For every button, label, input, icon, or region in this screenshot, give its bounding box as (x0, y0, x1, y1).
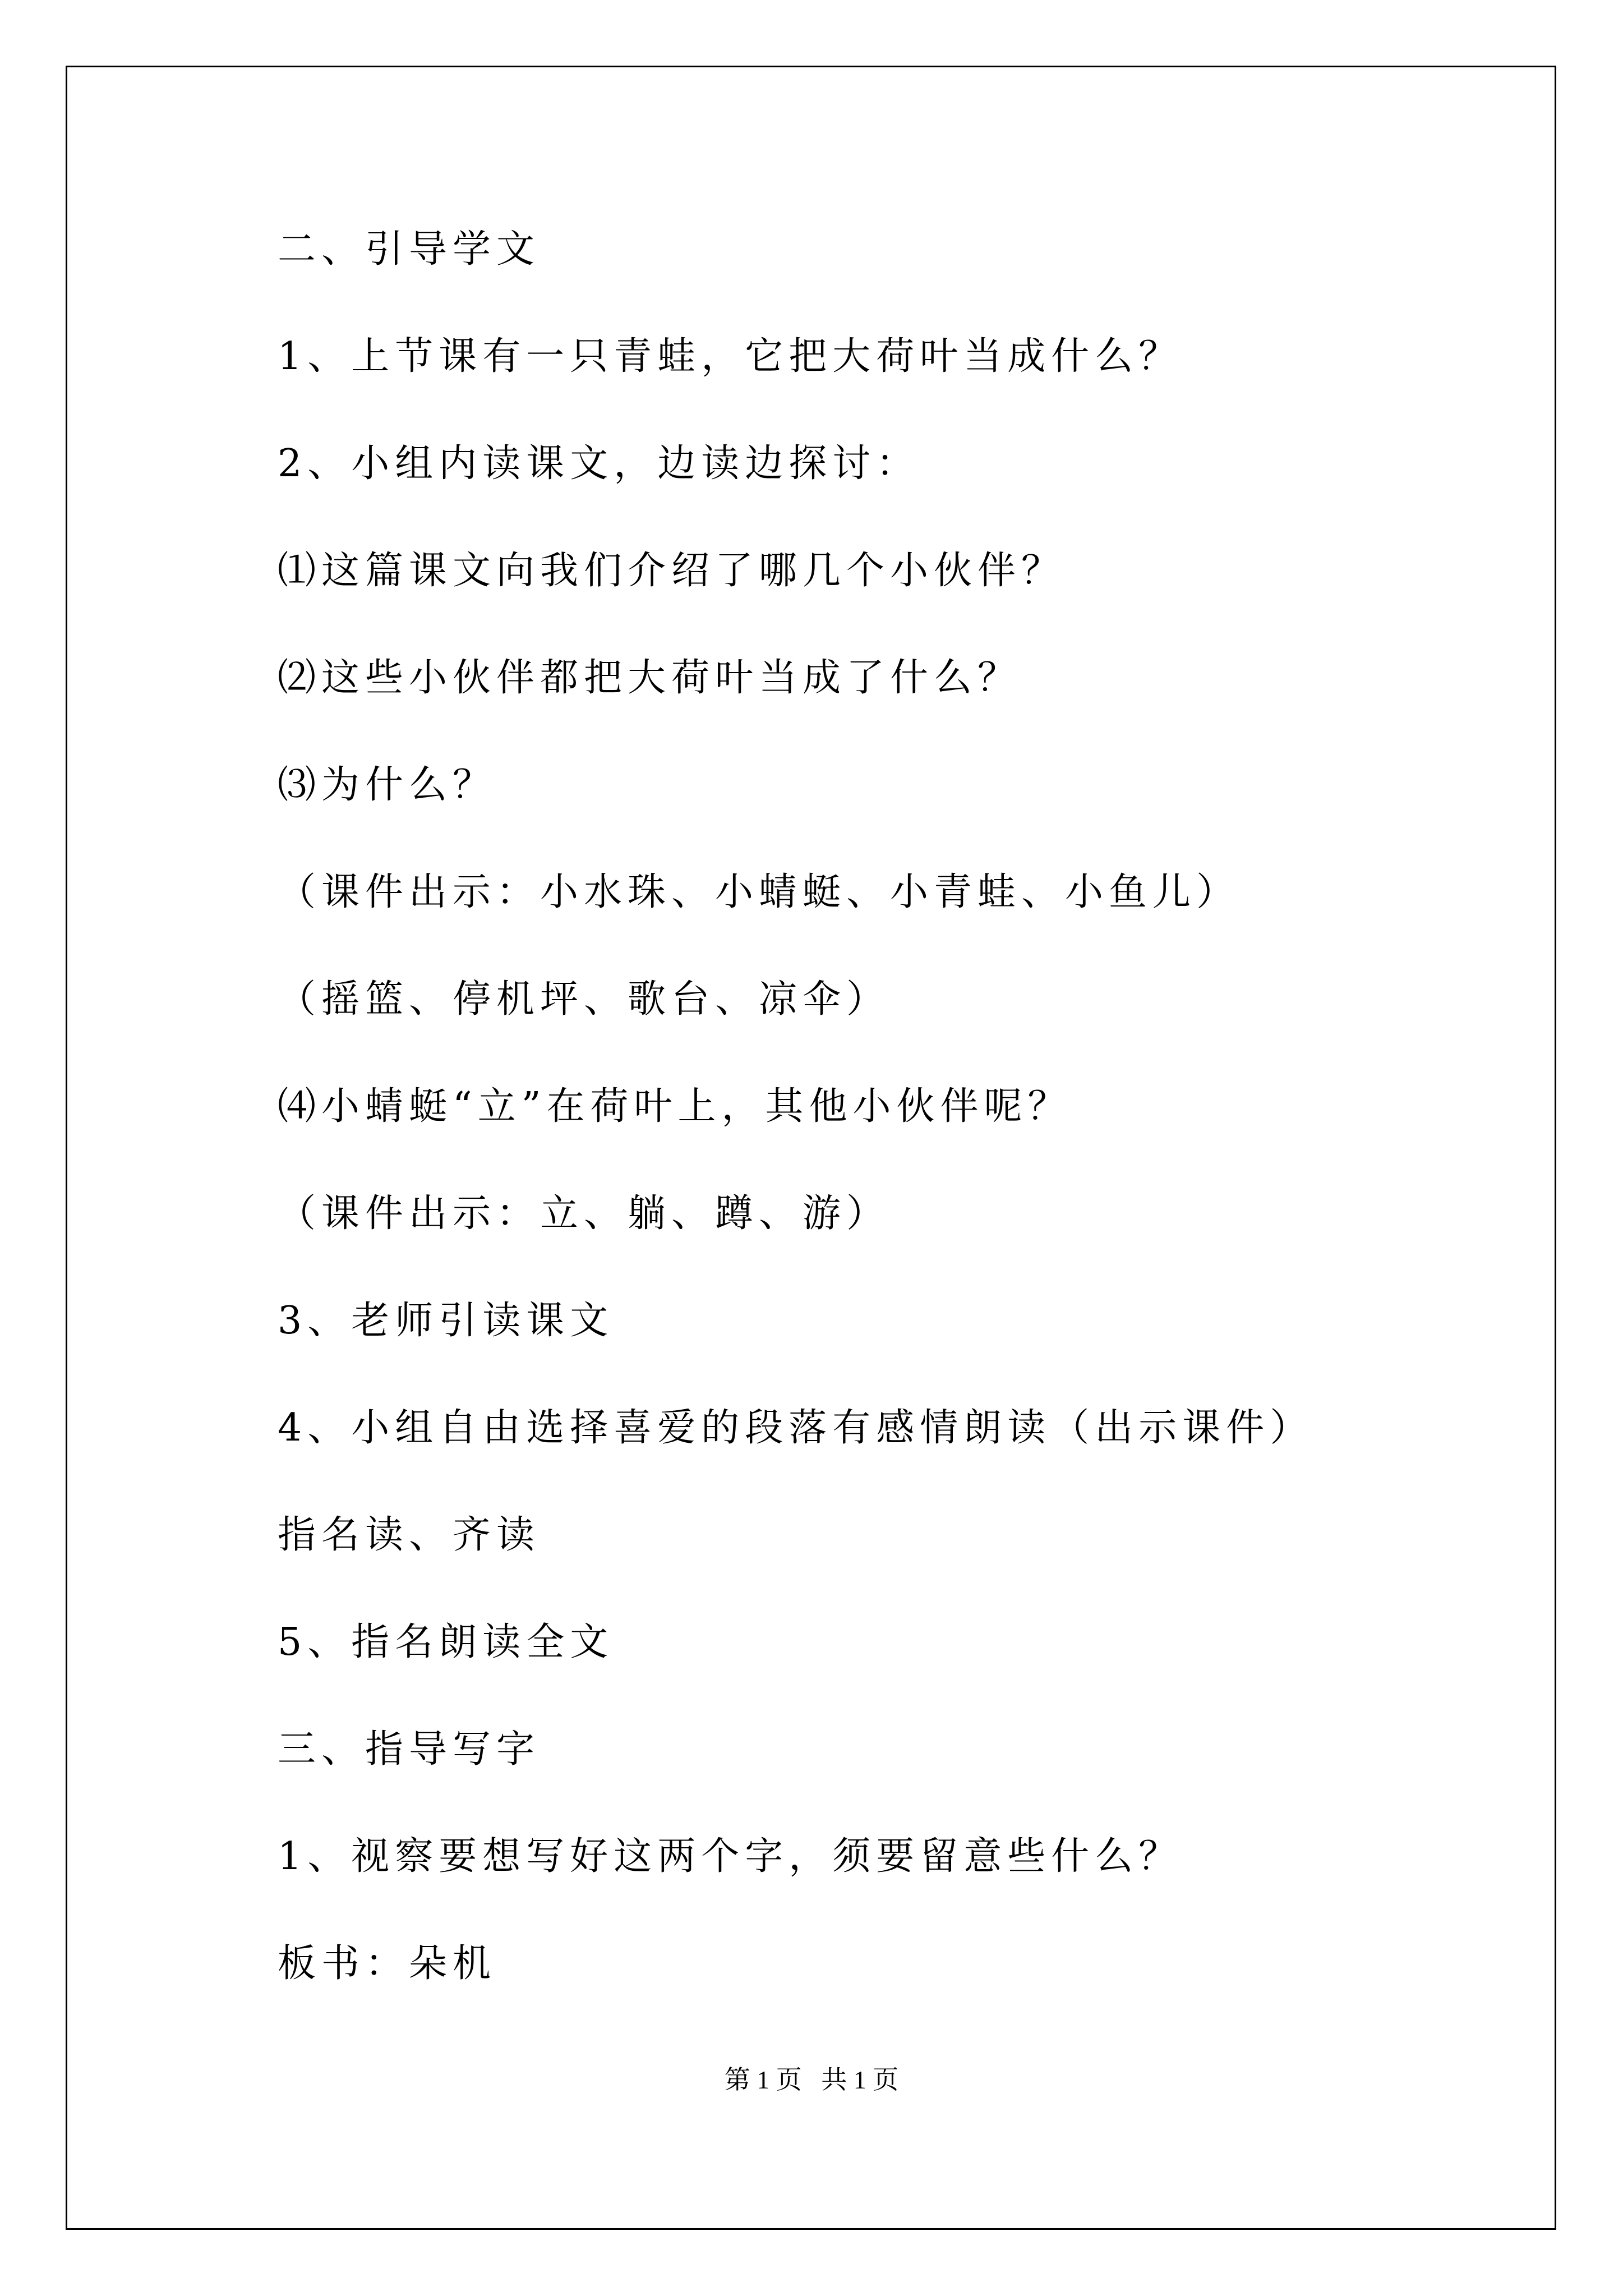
courseware-note-verbs: （课件出示：立、躺、蹲、游） (278, 1191, 891, 1236)
board-writing: 板书：朵机 (278, 1941, 497, 1986)
writing-question-1: 1、视察要想写好这两个字，须要留意些什么？ (278, 1834, 1183, 1879)
step-3: 3、老师引读课文 (278, 1299, 614, 1343)
sub-question-4: ⑷小蜻蜓“立”在荷叶上，其他小伙伴呢？ (278, 1084, 1072, 1129)
section-heading-writing: 三、指导写字 (278, 1727, 541, 1772)
courseware-note-objects: （摇篮、停机坪、歌台、凉伞） (278, 977, 891, 1022)
sub-question-2: ⑵这些小伙伴都把大荷叶当成了什么？ (278, 656, 1022, 700)
sub-question-3: ⑶为什么？ (278, 763, 497, 807)
sub-question-1: ⑴这篇课文向我们介绍了哪几个小伙伴？ (278, 549, 1066, 593)
courseware-note-characters: （课件出示：小水珠、小蜻蜓、小青蛙、小鱼儿） (278, 870, 1241, 914)
question-2: 2、小组内读课文，边读边探讨： (278, 441, 920, 486)
step-5: 5、指名朗读全文 (278, 1620, 614, 1664)
reading-methods: 指名读、齐读 (278, 1513, 541, 1557)
question-1: 1、上节课有一只青蛙，它把大荷叶当成什么？ (278, 334, 1183, 379)
page-border (66, 66, 1556, 2230)
step-4: 4、小组自由选择喜爱的段落有感情朗读（出示课件） (278, 1406, 1314, 1450)
section-heading-guide-reading: 二、引导学文 (278, 227, 541, 272)
page-number-footer: 第 1 页 共 1 页 (724, 2065, 899, 2094)
